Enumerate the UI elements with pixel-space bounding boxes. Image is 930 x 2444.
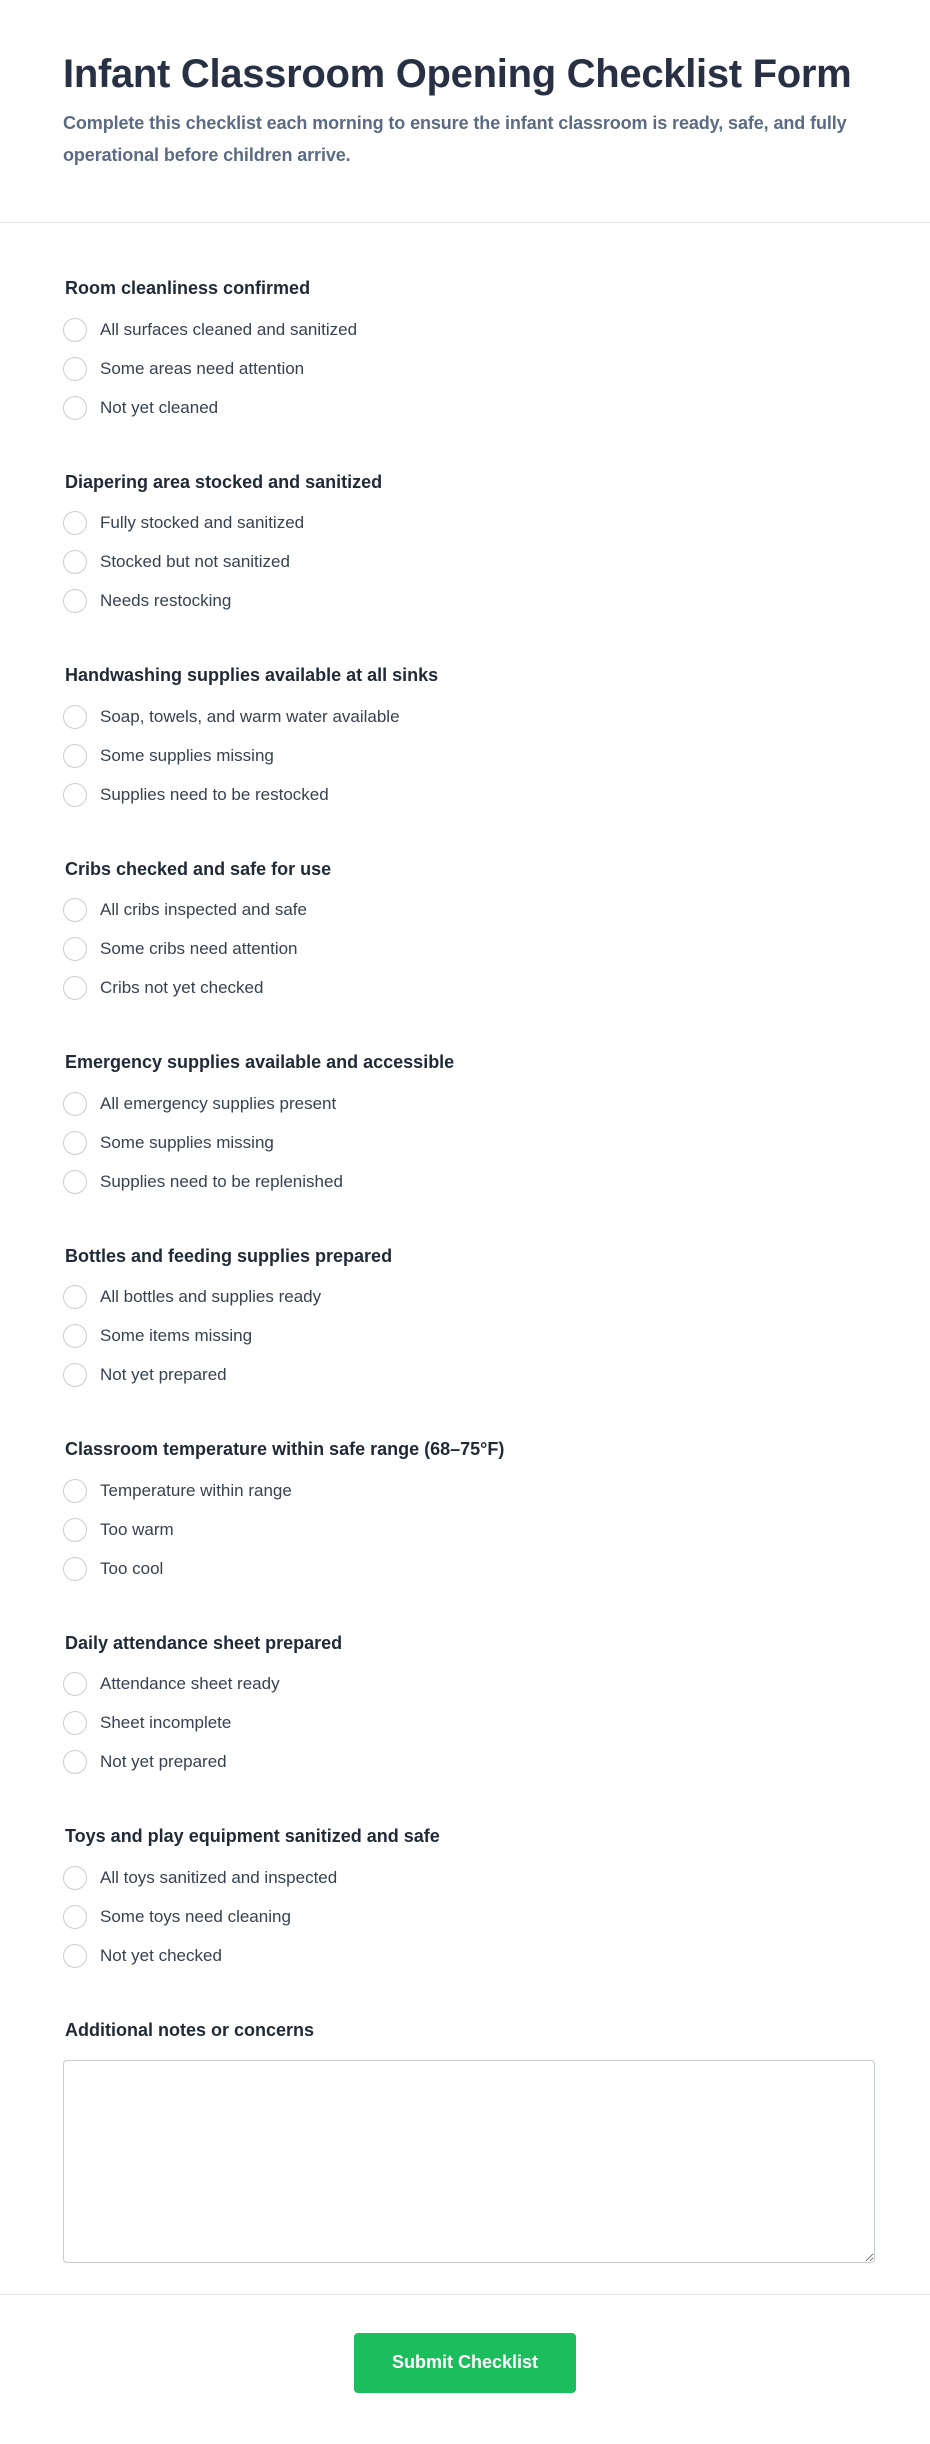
- question-label: Diapering area stocked and sanitized: [65, 471, 383, 492]
- radio-option[interactable]: [63, 1162, 875, 1201]
- radio-button[interactable]: [63, 1672, 87, 1696]
- radio-group: [63, 504, 875, 621]
- radio-option[interactable]: [63, 310, 875, 349]
- radio-option[interactable]: [63, 1665, 875, 1704]
- radio-option[interactable]: [63, 504, 875, 543]
- question-block: [63, 276, 875, 427]
- radio-option-label: Some items missing: [100, 1326, 253, 1345]
- radio-option-label: Temperature within range: [100, 1480, 292, 1500]
- radio-option-label: Cribs not yet checked: [100, 978, 264, 997]
- radio-button[interactable]: [63, 1092, 87, 1116]
- radio-option[interactable]: [63, 1084, 875, 1123]
- radio-button[interactable]: [63, 357, 87, 381]
- radio-option[interactable]: [63, 1936, 875, 1975]
- radio-button[interactable]: [63, 937, 87, 961]
- radio-option-label: Some cribs need attention: [100, 939, 298, 958]
- radio-group: [63, 697, 875, 814]
- radio-option-label: Not yet prepared: [100, 1752, 227, 1771]
- radio-option-label: All bottles and supplies ready: [100, 1287, 322, 1306]
- radio-option[interactable]: [63, 582, 875, 621]
- question-label: Bottles and feeding supplies prepared: [65, 1245, 393, 1266]
- radio-button[interactable]: [63, 1479, 87, 1503]
- radio-option[interactable]: [63, 1471, 875, 1510]
- radio-button[interactable]: [63, 1363, 87, 1387]
- radio-option-label: Not yet prepared: [100, 1365, 227, 1384]
- radio-option[interactable]: [63, 736, 875, 775]
- radio-button[interactable]: [63, 396, 87, 420]
- question-list: [63, 276, 875, 1975]
- form-header: [0, 0, 930, 223]
- question-block: [63, 1244, 875, 1395]
- radio-option[interactable]: [63, 1278, 875, 1317]
- radio-option[interactable]: [63, 1510, 875, 1549]
- radio-button[interactable]: [63, 976, 87, 1000]
- radio-button[interactable]: [63, 1750, 87, 1774]
- radio-button[interactable]: [63, 744, 87, 768]
- radio-option[interactable]: [63, 891, 875, 930]
- radio-button[interactable]: [63, 550, 87, 574]
- question-label: Room cleanliness confirmed: [65, 278, 311, 298]
- radio-button[interactable]: [63, 589, 87, 613]
- radio-option-label: Supplies need to be restocked: [100, 784, 329, 804]
- radio-option-label: Some supplies missing: [100, 1132, 274, 1152]
- notes-label: Additional notes or concerns: [65, 2019, 315, 2040]
- question-block: [63, 663, 875, 814]
- radio-option-label: Not yet cleaned: [100, 397, 219, 417]
- radio-option[interactable]: [63, 388, 875, 427]
- radio-option[interactable]: [63, 1356, 875, 1395]
- radio-button[interactable]: [63, 1944, 87, 1968]
- submit-checklist-button[interactable]: Submit Checklist: [354, 2333, 576, 2393]
- radio-group: [63, 1858, 875, 1975]
- radio-option[interactable]: [63, 775, 875, 814]
- radio-group: [63, 1665, 875, 1782]
- radio-option-label: Soap, towels, and warm water available: [100, 706, 400, 726]
- radio-option-label: Sheet incomplete: [100, 1713, 232, 1732]
- radio-group: [63, 1084, 875, 1201]
- question-block: [63, 1824, 875, 1975]
- checklist-form: [0, 223, 930, 2263]
- radio-button[interactable]: [63, 1557, 87, 1581]
- radio-group: [63, 1471, 875, 1588]
- radio-option-label: Stocked but not sanitized: [100, 552, 290, 571]
- question-block: [63, 1631, 875, 1782]
- radio-button[interactable]: [63, 1866, 87, 1890]
- radio-group: [63, 1278, 875, 1395]
- radio-group: [63, 310, 875, 427]
- radio-option-label: Fully stocked and sanitized: [100, 513, 305, 532]
- page-title: Infant Classroom Opening Checklist Form: [63, 52, 852, 96]
- form-footer: [0, 2294, 930, 2393]
- radio-option-label: Attendance sheet ready: [100, 1674, 280, 1693]
- question-label: Emergency supplies available and accessible: [65, 1052, 455, 1072]
- radio-option-label: All cribs inspected and safe: [100, 900, 307, 919]
- radio-option-label: All toys sanitized and inspected: [100, 1867, 338, 1887]
- notes-section: [63, 2018, 875, 2263]
- radio-option[interactable]: [63, 1317, 875, 1356]
- radio-button[interactable]: [63, 783, 87, 807]
- question-block: [63, 857, 875, 1008]
- radio-option-label: Not yet checked: [100, 1945, 222, 1965]
- radio-button[interactable]: [63, 1131, 87, 1155]
- radio-option-label: Some toys need cleaning: [100, 1906, 291, 1926]
- radio-button[interactable]: [63, 511, 87, 535]
- radio-button[interactable]: [63, 898, 87, 922]
- notes-textarea[interactable]: [63, 2060, 875, 2263]
- question-block: [63, 470, 875, 621]
- radio-button[interactable]: [63, 1170, 87, 1194]
- radio-option[interactable]: [63, 1704, 875, 1743]
- radio-option[interactable]: [63, 969, 875, 1008]
- radio-button[interactable]: [63, 1518, 87, 1542]
- radio-option[interactable]: [63, 1897, 875, 1936]
- radio-option-label: Supplies need to be replenished: [100, 1171, 343, 1191]
- radio-option[interactable]: [63, 349, 875, 388]
- radio-option[interactable]: [63, 1858, 875, 1897]
- page-subtitle: Complete this checklist each morning to ensure the infant classroom is ready, safe, and fully operational before children arrive.: [63, 113, 847, 165]
- radio-group: [63, 891, 875, 1008]
- radio-option-label: All emergency supplies present: [100, 1093, 337, 1113]
- question-label: Daily attendance sheet prepared: [65, 1632, 343, 1653]
- radio-option-label: Some supplies missing: [100, 745, 274, 765]
- radio-option-label: Some areas need attention: [100, 358, 305, 378]
- radio-option[interactable]: [63, 543, 875, 582]
- question-block: [63, 1437, 875, 1588]
- radio-option[interactable]: [63, 1123, 875, 1162]
- radio-button[interactable]: [63, 1285, 87, 1309]
- question-label: Cribs checked and safe for use: [65, 858, 332, 879]
- radio-button[interactable]: [63, 705, 87, 729]
- radio-option[interactable]: [63, 1743, 875, 1782]
- question-label: Classroom temperature within safe range (68–75°F): [65, 1439, 505, 1459]
- radio-option-label: Needs restocking: [100, 591, 232, 610]
- radio-option[interactable]: [63, 930, 875, 969]
- radio-button[interactable]: [63, 1905, 87, 1929]
- question-label: Handwashing supplies available at all sinks: [65, 665, 439, 685]
- question-label: Toys and play equipment sanitized and safe: [65, 1826, 440, 1846]
- radio-option-label: Too cool: [100, 1558, 164, 1578]
- radio-option-label: Too warm: [100, 1519, 174, 1539]
- radio-option[interactable]: [63, 697, 875, 736]
- radio-button[interactable]: [63, 318, 87, 342]
- radio-option[interactable]: [63, 1549, 875, 1588]
- question-block: [63, 1050, 875, 1201]
- radio-button[interactable]: [63, 1324, 87, 1348]
- radio-button[interactable]: [63, 1711, 87, 1735]
- radio-option-label: All surfaces cleaned and sanitized: [100, 319, 358, 339]
